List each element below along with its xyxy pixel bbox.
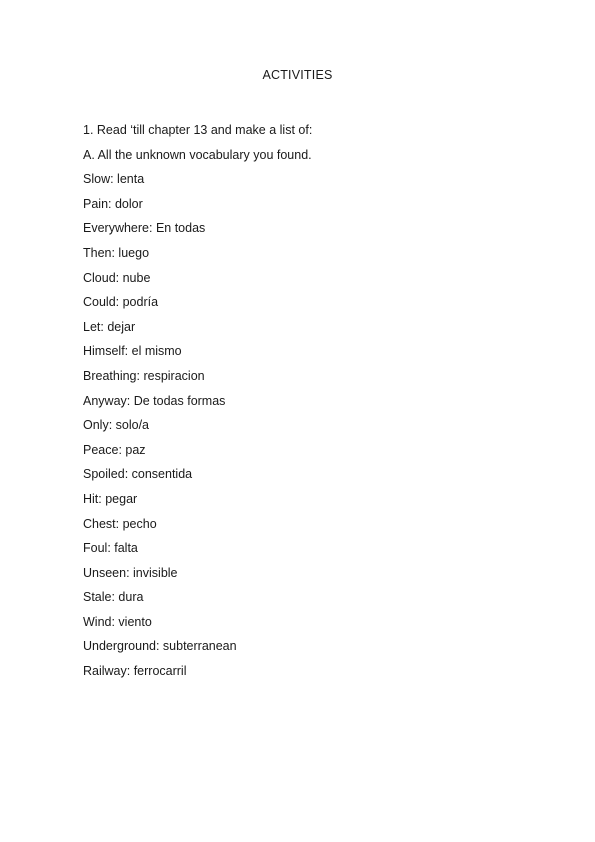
vocab-item: Could: podría xyxy=(83,295,159,310)
vocab-item: Peace: paz xyxy=(83,442,146,457)
vocab-item: Unseen: invisible xyxy=(83,565,178,580)
vocab-item: Cloud: nube xyxy=(83,270,151,285)
vocab-item: Wind: viento xyxy=(83,614,152,629)
vocab-item: Himself: el mismo xyxy=(83,344,182,359)
vocab-item: Slow: lenta xyxy=(83,172,145,187)
vocab-item: Railway: ferrocarril xyxy=(83,664,187,679)
instruction-text: 1. Read ‘till chapter 13 and make a list of: xyxy=(83,123,313,137)
vocabulary-list xyxy=(83,167,523,683)
vocab-item: Foul: falta xyxy=(83,541,138,556)
page-title: ACTIVITIES xyxy=(262,68,333,82)
subheading-text: A. All the unknown vocabulary you found. xyxy=(83,147,312,162)
vocab-item: Spoiled: consentida xyxy=(83,467,193,482)
vocab-item: Breathing: respiracion xyxy=(83,368,205,383)
vocab-item: Anyway: De todas formas xyxy=(83,393,226,408)
vocab-item: Then: luego xyxy=(83,245,150,260)
vocab-item: Hit: pegar xyxy=(83,491,138,506)
vocab-item: Everywhere: En todas xyxy=(83,221,206,236)
vocab-item: Chest: pecho xyxy=(83,516,157,531)
vocab-item: Underground: subterranean xyxy=(83,639,237,654)
vocab-item: Let: dejar xyxy=(83,319,136,334)
vocab-item: Pain: dolor xyxy=(83,196,143,211)
document-body xyxy=(83,118,523,684)
vocab-item: Stale: dura xyxy=(83,590,144,605)
vocab-item: Only: solo/a xyxy=(83,418,150,433)
